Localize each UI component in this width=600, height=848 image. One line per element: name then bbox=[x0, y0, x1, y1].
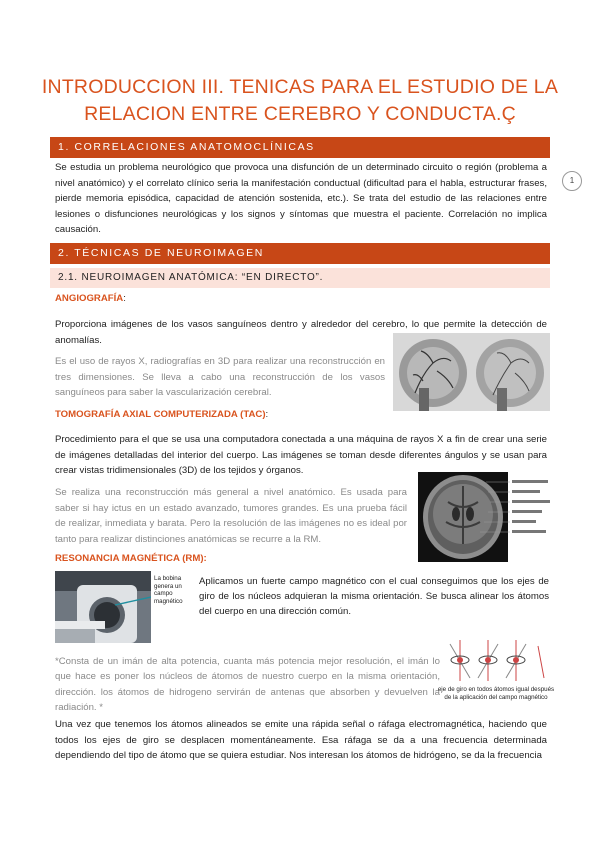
angiografia-paragraph-1: Proporciona imágenes de los vasos sanguíneos dentro y alrededor del cerebro, lo que permite la detección de anomalías. bbox=[55, 319, 547, 346]
angiografia-paragraph-2: Es el uso de rayos X, radiografías en 3D para realizar una reconstrucción en tres dimensiones. Se lleva a cabo una reconstrucción de los vasos sanguíneos para saber la vascularización cerebral. bbox=[55, 356, 385, 399]
spin-axes-caption: eje de giro en todos átomos igual después de la aplicación del campo magnético bbox=[437, 686, 555, 701]
rm-paragraph-3: Una vez que tenemos los átomos alineados se emite una rápida señal o ráfaga electromagnética, haciendo que todos los ejes de giro se desplacen momentáneamente. Esa ráfaga se da a una frecuencia determinada dependiendo del tipo de átomo que se quiera estudiar. Nos interesan los átomos de hidrógeno, se da la frecuencia bbox=[55, 719, 547, 762]
section-2-heading: 2. TÉCNICAS DE NEUROIMAGEN bbox=[50, 243, 550, 264]
section-2-1-heading: 2.1. NEUROIMAGEN ANATÓMICA: “EN DIRECTO”. bbox=[50, 268, 550, 288]
title-line-1: INTRODUCCION III. TENICAS PARA EL ESTUDIO DE LA bbox=[41, 76, 559, 98]
tac-paragraph-2: Se realiza una reconstrucción más general a nivel anatómico. Es usada para saber si hay ictus en un estado avanzado, tumores grandes. Es una prueba fácil de realizar, inmediata y barata. Pero la resolución de las imágenes no es ideal por tanto para realizar distinciones anatómicas se recurre a la RM. bbox=[55, 487, 407, 545]
tac-title: TOMOGRAFÍA AXIAL COMPUTERIZADA (TAC) bbox=[55, 409, 266, 420]
mri-machine-image bbox=[55, 571, 151, 643]
section-1-heading: 1. CORRELACIONES ANATOMOCLÍNICAS bbox=[50, 137, 550, 158]
mri-figure-caption: La bobina genera un campo magnético bbox=[154, 575, 183, 605]
title-line-2: RELACION ENTRE CEREBRO Y CONDUCTA.Ç bbox=[84, 103, 516, 125]
tac-heading bbox=[55, 409, 268, 420]
tac-colon: : bbox=[265, 409, 269, 420]
page-title bbox=[40, 74, 560, 128]
tac-paragraph-1: Procedimiento para el que se usa una computadora conectada a una máquina de rayos X a fin de crear una serie de imágenes detalladas del interior del cuerpo. Las imágenes se toman desde diferentes ángulos y se usan para crear vistas tridimensionales (3D) de los tejidos y órganos. bbox=[55, 434, 547, 477]
rm-paragraph-1: Aplicamos un fuerte campo magnético con el cual conseguimos que los ejes de giro de los núcleos adquieran la misma orientación. Se busca alinear los átomos del cuerpo en una dirección común. bbox=[199, 576, 549, 617]
page-number-badge: 1 bbox=[562, 171, 582, 191]
section-1-paragraph: Se estudia un problema neurológico que provoca una disfunción de un determinado circuito o región (problema a nivel anatómico) y el correlato clínico seria la manifestación conductual (dificultad para el habla, estructurar frases, pierde memoria episódica, capacidad de atención sostenida, etc.). Se trata del estudio de las relaciones entre lesiones o disfunciones neurológicas y los signos y síntomas que muestra el paciente. Correlación no implica causación. bbox=[55, 162, 547, 236]
ct-scan-image bbox=[418, 472, 553, 562]
angiografia-colon: : bbox=[123, 293, 126, 304]
spin-axes-image bbox=[440, 638, 550, 683]
angiography-image bbox=[393, 333, 550, 411]
angiografia-heading bbox=[55, 293, 126, 304]
angiografia-title: ANGIOGRAFÍA bbox=[55, 293, 124, 304]
rm-paragraph-2: *Consta de un imán de alta potencia, cuanta más potencia mejor resolución, el imán lo que hace es poner los núcleos de átomos de nuestro cuerpo en la misma orientación, dirección. los átomos de hidrogeno servirán de antenas que absorben y devuelven la radiación. * bbox=[55, 656, 440, 713]
rm-heading: RESONANCIA MAGNÉTICA (RM): bbox=[55, 553, 207, 564]
